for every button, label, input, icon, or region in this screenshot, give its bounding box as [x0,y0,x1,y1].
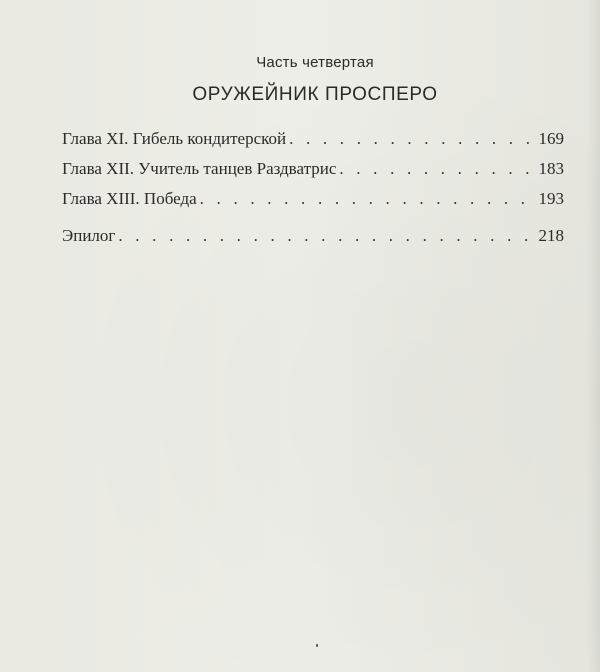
toc-entry-page: 193 [538,189,564,208]
toc-entry-page: 169 [538,129,564,148]
toc-leader-dots [289,124,535,154]
part-title: ОРУЖЕЙНИК ПРОСПЕРО [192,84,438,105]
toc-leader-dots [339,154,535,184]
toc-entry-page: 218 [538,226,564,245]
toc-leader-dots [200,184,536,214]
toc-entry [62,154,564,184]
toc-entry-title: Глава XIII. Победа [62,189,197,208]
toc-entry-title: Глава XII. Учитель танцев Раздватрис [62,159,337,178]
toc-leader-dots [118,221,535,251]
print-speck [316,644,318,647]
toc-entry-page: 183 [538,159,564,178]
toc-entry-title: Эпилог [62,226,116,245]
page-edge-shadow [586,0,600,672]
toc-entry [62,124,564,154]
toc-entry [62,184,564,214]
part-label: Часть четвертая [256,54,374,71]
toc-entry [62,221,564,251]
table-of-contents [62,124,564,251]
toc-entry-title: Глава XI. Гибель кондитерской [62,129,287,148]
